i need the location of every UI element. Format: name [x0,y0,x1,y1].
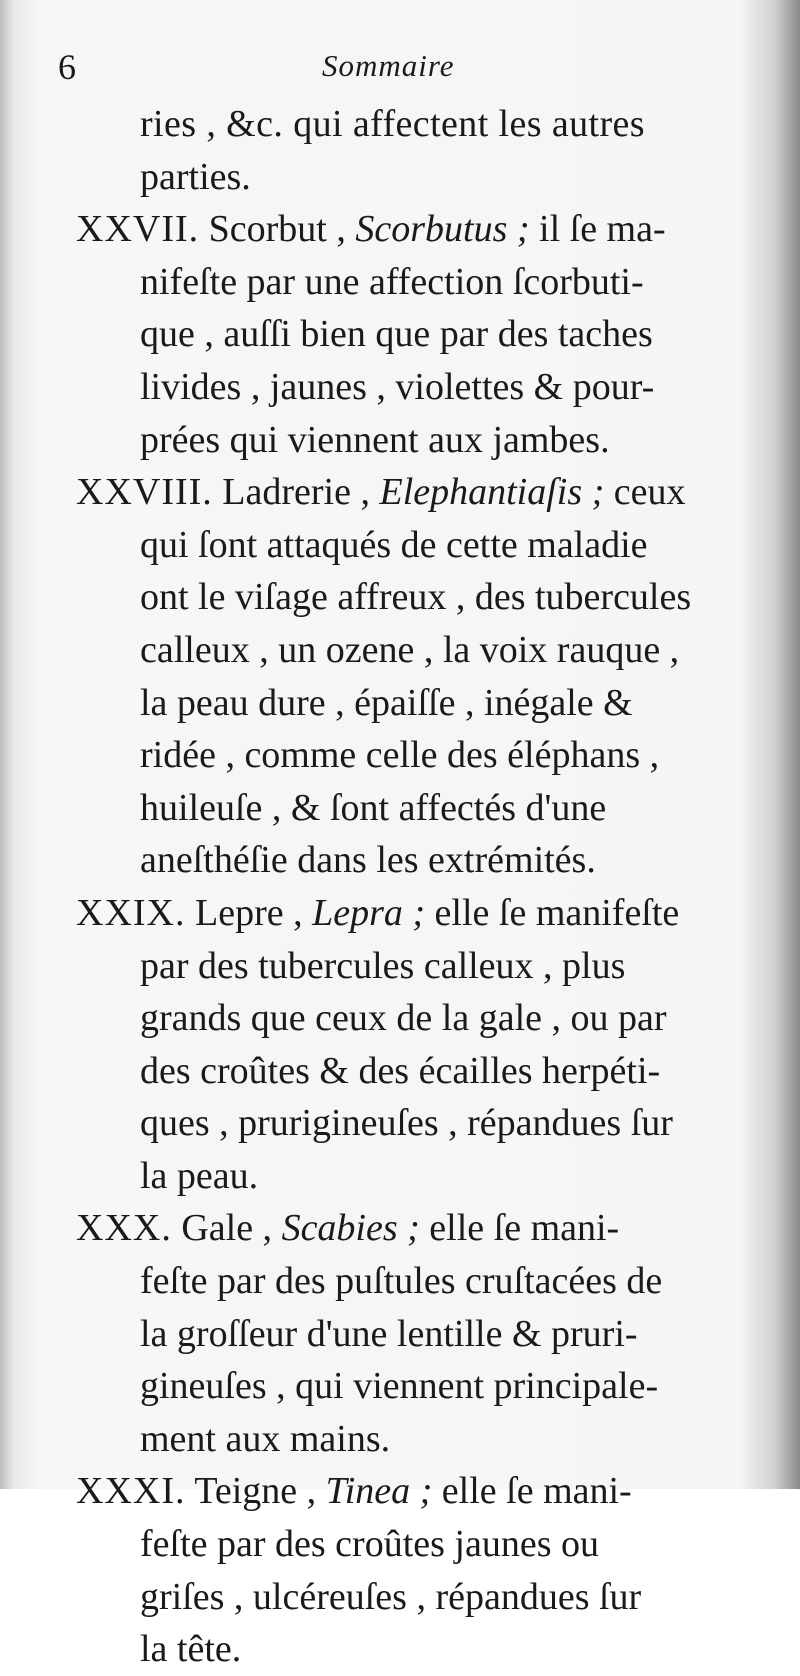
text-line: ques , prurigineuſes , répandues ſur [140,1102,673,1145]
text-line: feſte par des croûtes jaunes ou [140,1523,599,1566]
entry-lepre [0,887,800,1203]
page-number: 6 [58,47,76,87]
text-line: gineuſes , qui viennent principale- [140,1365,659,1408]
text-line: ries , &c. qui affectent les autres [140,103,645,145]
entry-latin-name: Scorbutus ; [355,208,530,251]
entry-first-rest: il ſe ma- [539,208,666,251]
entry-teigne [0,1465,800,1675]
entry-heading-line [0,203,800,256]
entry-first-rest: elle ſe mani- [441,1470,632,1513]
entry-name: Teigne , [194,1470,317,1513]
text-line: nifeſte par une affection ſcorbuti- [140,260,644,303]
entry-scorbut [0,203,800,466]
entry-name: Gale , [181,1207,273,1250]
entry-continuation [0,98,800,203]
entry-first-rest: elle ſe manifeſte [434,891,680,934]
text-line: ridée , comme celle des éléphans , [140,734,660,777]
entry-first-rest: elle ſe mani- [429,1207,620,1250]
entry-ladrerie [0,466,800,887]
text-line: que , auſſi bien que par des taches [140,313,653,356]
running-head: Sommaire [322,48,455,83]
entry-gale [0,1202,800,1465]
entry-heading-line [0,1202,800,1255]
text-line: livides , jaunes , violettes & pour- [140,365,655,408]
text-line: calleux , un ozene , la voix rauque , [140,628,680,671]
text-line: des croûtes & des écailles herpéti- [140,1049,661,1092]
entry-name: Scorbut , [208,208,346,251]
text-line: la peau dure , épaiſſe , inégale & [140,681,633,724]
body-text [0,98,800,1676]
page-header [0,46,800,96]
entry-numeral: XXVII. [76,208,200,251]
entry-name: Lepre , [194,891,303,934]
text-line: la groſſeur d'une lentille & pruri- [140,1312,638,1355]
entry-numeral: XXVIII. [76,471,213,514]
text-line: prées qui viennent aux jambes. [140,418,610,461]
entry-numeral: XXX. [76,1207,172,1250]
entry-first-rest: ceux [613,471,686,514]
text-line: huileuſe , & ſont affectés d'une [140,786,607,829]
text-line: par des tubercules calleux , plus [140,944,626,987]
entry-heading-line [0,1465,800,1518]
text-line: ment aux mains. [140,1417,391,1460]
entry-heading-line [0,887,800,940]
entry-numeral: XXIX. [76,891,186,934]
text-line: feſte par des puſtules cruſtacées de [140,1260,663,1303]
text-line: qui ſont attaqués de cette maladie [140,523,648,566]
text-line: ont le viſage affreux , des tubercules [140,576,692,619]
text-line: griſes , ulcéreuſes , répandues ſur [140,1575,642,1618]
entry-latin-name: Elephantiaſis ; [379,471,605,514]
entry-latin-name: Lepra ; [312,891,426,934]
entry-latin-name: Scabies ; [281,1207,420,1250]
text-line: parties. [140,155,251,198]
entry-latin-name: Tinea ; [325,1470,433,1513]
entry-heading-line [0,466,800,519]
text-line: la tête. [140,1628,242,1671]
text-line: grands que ceux de la gale , ou par [140,997,667,1040]
entry-numeral: XXXI. [76,1470,186,1513]
entry-name: Ladrerie , [222,471,370,514]
text-line: aneſthéſie dans les extrémités. [140,839,596,882]
text-line: la peau. [140,1154,259,1197]
